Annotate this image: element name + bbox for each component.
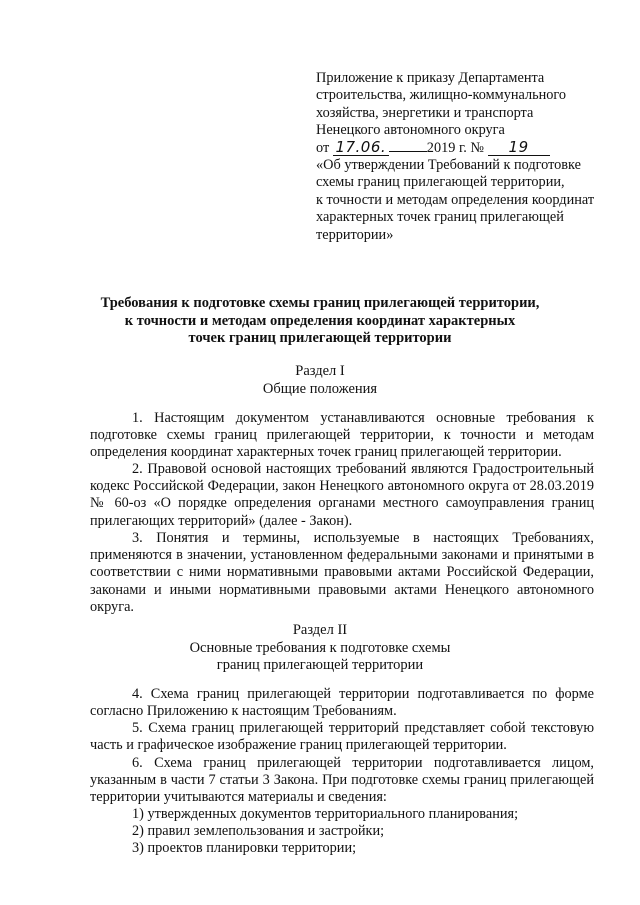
date-underline <box>389 151 427 152</box>
section-2-header <box>0 622 640 675</box>
appendix-line: хозяйства, энергетики и транспорта <box>316 104 534 121</box>
appendix-line: Ненецкого автономного округа <box>316 122 505 139</box>
appendix-about-line: характерных точек границ прилегающей <box>316 209 564 226</box>
title-line: точек границ прилегающей территории <box>188 330 452 346</box>
paragraph-6: 6. Схема границ прилегающей территории подготавливается лицом, указанным в части 7 статьи 3 Закона. При подготовке схемы границ прилегающей территории учитываются материалы и сведения: <box>90 755 594 806</box>
paragraph-5: 5. Схема границ прилегающей территорий представляет собой текстовую часть и графическое изображение границ прилегающей территории. <box>90 720 594 754</box>
order-date-line <box>316 137 616 157</box>
appendix-line: Приложение к приказу Департамента <box>316 70 545 86</box>
appendix-line: строительства, жилищно-коммунального <box>316 87 567 104</box>
date-prefix: от <box>316 139 330 156</box>
section-heading: границ прилегающей территории <box>216 657 424 673</box>
title-line: Требования к подготовке схемы границ прилегающей территории, <box>100 295 540 311</box>
list-item: 2) правил землепользования и застройки; <box>132 823 385 839</box>
paragraph-1: 1. Настоящим документом устанавливаются основные требования к подготовке схемы границ прилегающей территории, к точности и методам определения координат характерных точек границ прилегающей территории. <box>90 410 594 461</box>
handwritten-order-number: 19 <box>488 140 550 156</box>
handwritten-date: 17.06. <box>333 140 389 156</box>
section-1-header <box>0 363 640 398</box>
section-heading: Общие положения <box>262 380 378 397</box>
appendix-about-line: схемы границ прилегающей территории, <box>316 174 565 191</box>
list-item: 1) утвержденных документов территориального планирования; <box>132 806 519 822</box>
section-label: Раздел I <box>295 363 345 379</box>
title-line: к точности и методам определения координат характерных <box>124 312 516 329</box>
paragraph-2: 2. Правовой основой настоящих требований являются Градостроительный кодекс Российской Федерации, закон Ненецкого автономного округа от 28.03.2019 № 60-оз «О порядке определения органами местного самоуправления границ прилегающих территорий» (далее - Закон). <box>90 461 594 529</box>
section-label: Раздел II <box>292 622 348 638</box>
paragraph-4: 4. Схема границ прилегающей территории подготавливается по форме согласно Приложению к настоящим Требованиям. <box>90 686 594 720</box>
section-heading: Основные требования к подготовке схемы <box>189 639 451 656</box>
paragraph-3: 3. Понятия и термины, используемые в настоящих Требованиях, применяются в значении, установленном федеральными законами и принятыми в соответствии с ними нормативными правовыми актами Российской Федерации, законами и иными нормативными правовыми актами Ненецкого автономного округа. <box>90 530 594 615</box>
date-year: 2019 г. № <box>426 139 485 156</box>
appendix-about-line: территории» <box>316 226 394 243</box>
appendix-header <box>316 70 616 244</box>
appendix-about-line: к точности и методам определения координат <box>316 191 595 208</box>
appendix-about-line: «Об утверждении Требований к подготовке <box>316 157 581 174</box>
list-item: 3) проектов планировки территории; <box>132 840 357 856</box>
document-title <box>0 295 640 348</box>
